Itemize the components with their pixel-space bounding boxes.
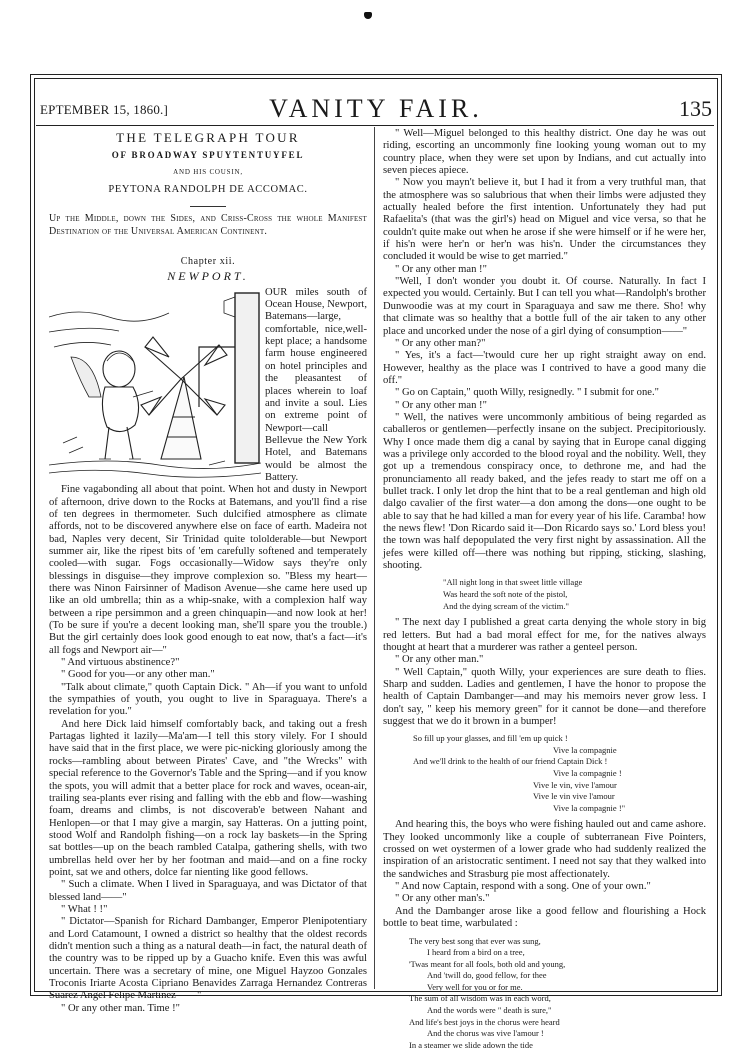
paragraph: "Well, I don't wonder you doubt it. Of course. Naturally. In fact I expected you would. Certainly. But I can tell you what—Randolph's brother Dunwoodie was at my court in Sparaguaya and saw me there. Sho! why that climate was so healthy that a bottle full of the air taken to any other place and uncorked under the nose of a girl dying of consumption——" — [383, 276, 706, 337]
right-column — [383, 128, 706, 1056]
article-title: THE TELEGRAPH TOUR — [116, 130, 300, 145]
paragraph: " Or any other man !" — [395, 399, 487, 411]
paragraph: " And now Captain, respond with a song. One of your own." — [395, 881, 651, 893]
verse-line: I heard from a bird on a tree, — [427, 947, 525, 958]
verse-line: Vive la compagnie — [553, 744, 617, 755]
paragraph: " The next day I published a great carta denying the whole story in big red letters. But had a bad moral effect for me, for the natives always thought at heart that a murderer was rather a genteel person. — [383, 617, 706, 653]
paragraph: OUR miles south of Ocean House, Newport, Batemans—large, comfortable, nice,well-kept place; a handsome farm house engineered on hotel principles and the pleasantest of places wherein to loaf and invite a soul. Lies on extreme point of Newport—call Bellevue the New York Hotel, and Batemans would be almost the Battery. — [265, 286, 367, 483]
paragraph: " Or any other man's." — [395, 893, 490, 905]
paragraph: " Or any other man?" — [395, 337, 486, 349]
verse-line: The sum of all wisdom was in each word, — [409, 993, 551, 1004]
verse-line: So fill up your glasses, and fill 'em up quick ! — [413, 733, 568, 744]
title-divider — [190, 206, 226, 207]
running-header — [40, 96, 712, 124]
verse-line: In a steamer we slide adown the tide — [409, 1039, 533, 1050]
paragraph: And hearing this, the boys who were fishing hauled out and came ashore. They looked uncommonly like a couple of subterranean Five Pointers, crossed on wet oystermen of a lower grade who had suddenly realized the inspiration of an aristocratic sentiment. I need not say that they walked into the sandwiches and Strasburg pie most affectionately. — [383, 819, 706, 880]
verse-line: "All night long in that sweet little village — [443, 577, 583, 588]
paragraph: " Well Captain," quoth Willy, your experiences are sure death to flies. Sharp and sudden. Ladies and gentlemen, I have the honor to propose the health of Captain Dambanger—and may his memoirs never grow less. I don't say, " keep his memory green" for it cannot be done—and therefore suggest that we do it brown in a bumper! — [383, 666, 706, 727]
header-rule — [36, 125, 714, 126]
article-subtitle-connector: AND HIS COUSIN, — [173, 167, 243, 176]
verse-line: And the words were " death is sure," — [427, 1005, 552, 1016]
paragraph: " Dictator—Spanish for Richard Dambanger, Emperor Plenipotentiary and Lord Catamount, I owned a district so healthy that the oldest records didn't mention such a thing as a natural death—in fact, the natural death of the country was to be ripped up by a Guacho knife. Even this was awful uncertain. There was a secretary of mine, one Miguel Hayzoo Gonzales Troconis Iriarte Acosta Cipriano Benavides Zarraga Hernandez Contreras Suarez Angel Felipe Martinez——" — [49, 916, 367, 1002]
verse-line: Vive le vin vive l'amour — [533, 791, 615, 802]
paragraph: " Yes, it's a fact—'twould cure her up right straight away on end. However, healthy as the place was I contrived to have a good many die off." — [383, 350, 706, 386]
page-number: 135 — [679, 96, 712, 121]
verse-line: Was heard the soft note of the pistol, — [443, 588, 568, 599]
left-column — [49, 128, 367, 1015]
chapter-number: Chapter xii. — [180, 256, 236, 268]
verse-line: Vive la compagnie !" — [553, 802, 626, 813]
article-subtitle: OF BROADWAY SPUYTENTUYFEL — [111, 150, 305, 161]
paragraph: " Or any other man. Time !" — [61, 1002, 180, 1014]
paragraph: And here Dick laid himself comfortably back, and taking out a fresh Partagas lighted it lazily—Ma'am—I tell this story vilely. For I should have said that in the first place, we were pic-nicking gloriously among the rocks—rambling about between Pirates' Cave, and "the Wrecks" with special reference to the Governor's Table and the Spring—and if you know the spots, you will admit that a better place for rock and waves, ocean-air, trailing sea-plants ever rising and falling with the ebb and flow—washing foam, dreams and climbs, is not discoverab'e between Nahant and Henlopen—or that I may give a margin, say Hatteras. On a jutting point, stood Wolf and Randolph fishing—on a rock lay baskets—in the Spring sat bottles—up on the beach rambled Catalpa, gathering shells, with two umbrellas held over her by her footman and maid—and on a fine rocky point, sat we and others, dolce far nienting like good fellows. — [49, 718, 367, 878]
paragraph: And the Dambanger arose like a good fellow and flourishing a Hock bottle to beat time, warbulated : — [383, 905, 706, 930]
verse-line: Vive la compagnie ! — [553, 768, 622, 779]
verse-line: And 'twill do, good fellow, for thee — [427, 970, 547, 981]
verse-line: The very best song that ever was sung, — [409, 935, 541, 946]
issue-date: EPTEMBER 15, 1860.] — [40, 102, 169, 117]
verse-line: Vive le vin, vive l'amour — [533, 779, 617, 790]
paragraph: "Talk about climate," quoth Captain Dick. " Ah—if you want to unfold the sympathies of youth, you ought to live in Sparaguaya. There's a revelation for you." — [49, 681, 367, 718]
paragraph: " Such a climate. When I lived in Sparaguaya, and was Dictator of that blessed land——" — [49, 879, 367, 903]
windmill-cherub-illustration — [49, 287, 261, 479]
paragraph: " Or any other man." — [395, 654, 484, 666]
verse-line: And the dying scream of the victim." — [443, 600, 569, 611]
article-summary: Up the Middle, down the Sides, and Criss-Cross the whole Manifest Destination of the Universal American Continent. — [49, 213, 367, 237]
paragraph: " And virtuous abstinence?" — [61, 657, 180, 669]
paragraph: " Good for you—or any other man." — [61, 669, 215, 681]
verse — [443, 577, 706, 612]
verse-line: And the chorus was vive l'amour ! — [427, 1028, 544, 1039]
column-divider — [374, 127, 375, 989]
paragraph: " Or any other man !" — [395, 263, 487, 275]
paragraph: " Go on Captain," quoth Willy, resignedly. " I submit for one." — [395, 387, 659, 399]
verse-line: Very well for you or for me. — [427, 981, 523, 992]
chapter-title: NEWPORT. — [167, 269, 249, 284]
paragraph: Fine vagabonding all about that point. When hot and dusty in Newport of afternoon, drive down to the Rocks at Batemans, and you'll find a rise of ten degrees in thermometer. Such dulcified atmosphere as climate affords, not to be discovered anywhere else on face of earth. Madeira not bad, Naples very decent, Sir Trinidad quite tololderable—but Newport summer air, like the ripest bits of 'em carefully softened and temperately cooled—with sugar. Fogs occasionally—Widow says they're only blessings in disguise—they improve complexion so. "Bless my heart—there was Ninon Fairsinner of Madison Avenue—she came here used up like an old umbrella; thin as a whip-snake, with a complexion half way between a ripe persimmon and a green chinquapin—and now look at her! (To be sure if you're a decent looking man, she'll spare you the trouble.) But the girl certainly does look good enough to eat now, that's a fact—it's all fogs and Newport air—" — [49, 484, 367, 656]
paragraph: " Well—Miguel belonged to this healthy district. One day he was out riding, escorting an uncommonly fine looking young woman out to my country place, when they were set upon by Indians, and cut actually into seven pieces apiece. — [383, 128, 706, 177]
verse — [409, 936, 706, 1052]
paragraph: " Well, the natives were uncommonly ambitious of being regarded as caballeros or gentlemen—perfectly insane on the subject. Precipitoriously. Why I once made them dig a canal by saying that in Europe canal digging was a privilege only accorded to the blood royal and the nobility. Well, they got up a tremendous conspiracy once, to dethrone me, and had the pronunciamento all ready baked, and the jefes ready to start me off on a bullet track. I only let drop the hint that to be a real gentleman and high old dalgo cavalier of the first water—a don among the dons—one ought to be able to say that he had killed a man for every year of his life. Caramba! how the news flew! 'Don Ricardo said it—Don Ricardo says so.' Lord bless you! the town was half depopulated the very first night by assassination. All the jefes were killed off—there was nothing but ripping, sticking, slashing, shooting. — [383, 411, 706, 572]
verse-line: 'Twas meant for all fools, both old and young, — [409, 958, 566, 969]
article-subtitle-name: PEYTONA RANDOLPH DE ACCOMAC. — [108, 184, 308, 196]
masthead-title: VANITY FAIR. — [269, 94, 483, 123]
paragraph: " Now you mayn't believe it, but I had it from a very truthful man, that the atmosphere was so salubrious that when their limbs were adjusted they actually healed before the first intention. Unfortunately they had put Rafaelita's (that was the girl's) head on Miguel and vice versa, so that he couldn't quite make out when he arose if she were himself or if he were her, if his'n were her'n or her'n was his'n. Under the circumstances they concluded it would be wise to get married." — [383, 177, 706, 263]
verse-line: And we'll drink to the health of our friend Captain Dick ! — [413, 756, 608, 767]
verse — [413, 733, 706, 814]
paragraph: " What ! !" — [61, 903, 108, 915]
verse-line: And life's best joys in the chorus were heard — [409, 1016, 560, 1027]
ink-blot — [364, 12, 372, 19]
